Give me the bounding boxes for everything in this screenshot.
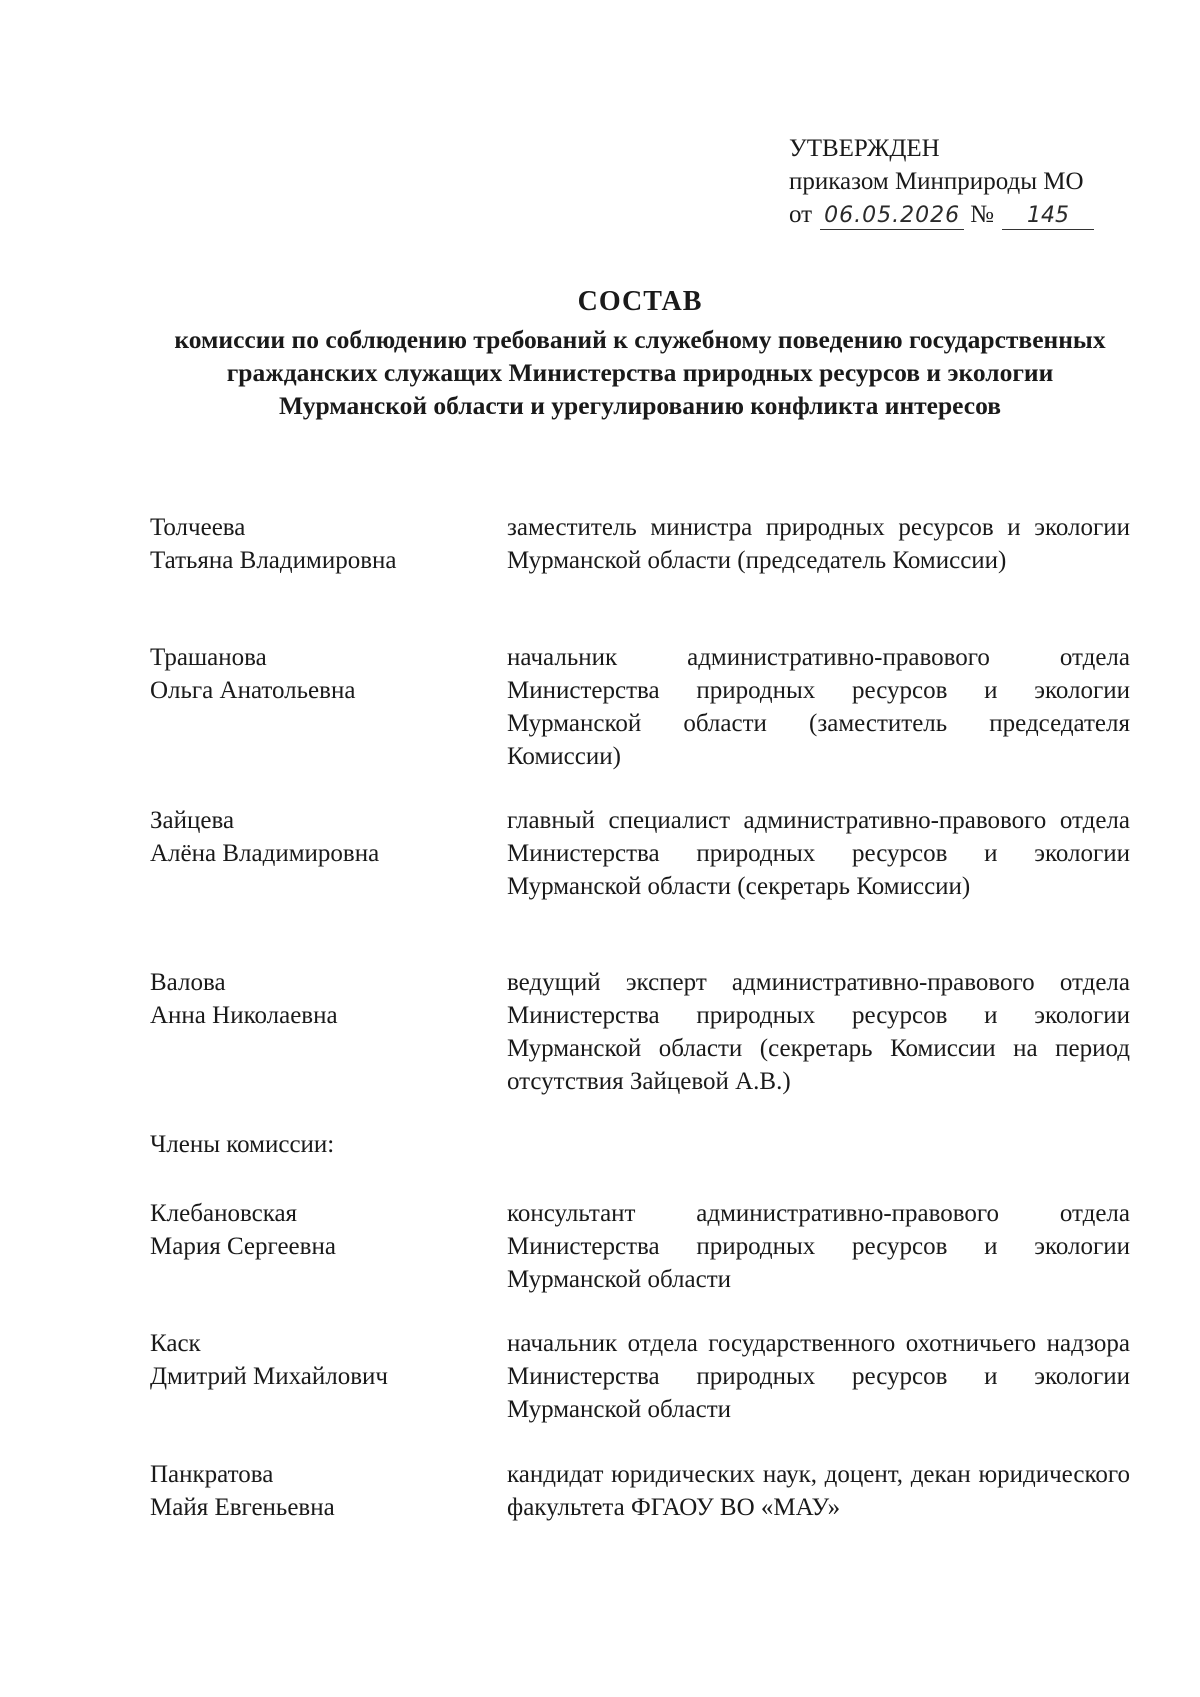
member-role: начальник административно-правового отдела Министерства природных ресурсов и экологии Мурманской области (заместитель председателя Комиссии) — [507, 644, 1130, 770]
member-entry — [150, 1327, 1130, 1458]
member-role: заместитель министра природных ресурсов и экологии Мурманской области (председатель Комиссии) — [507, 514, 1130, 574]
member-name — [150, 511, 490, 577]
commission-members-list — [150, 511, 1130, 1528]
member-given-names: Алёна Владимировна — [150, 840, 380, 867]
member-surname: Клебановская — [150, 1200, 298, 1227]
member-surname: Трашанова — [150, 644, 267, 671]
member-entry-chair — [150, 511, 1130, 641]
approval-number-handwritten: 145 — [1002, 203, 1094, 230]
member-given-names: Майя Евгеньевна — [150, 1494, 335, 1521]
member-entry — [150, 1197, 1130, 1327]
member-role: главный специалист административно-правового отдела Министерства природных ресурсов и экологии Мурманской области (секретарь Комиссии) — [507, 807, 1130, 900]
member-surname: Валова — [150, 969, 226, 996]
approval-status: УТВЕРЖДЕН — [789, 135, 940, 162]
members-section-label: Члены комиссии: — [150, 1131, 335, 1158]
approval-number-label: № — [970, 201, 994, 228]
member-entry-acting-secretary — [150, 966, 1130, 1128]
document-subtitle: комиссии по соблюдению требований к служебному поведению государственных гражданских служащих Министерства природных ресурсов и экологии Мурманской области и урегулированию конфликта интересов — [174, 325, 1106, 420]
member-surname: Толчеева — [150, 514, 246, 541]
member-role: ведущий эксперт административно-правового отдела Министерства природных ресурсов и экологии Мурманской области (секретарь Комиссии на период отсутствия Зайцевой А.В.) — [507, 969, 1130, 1095]
approval-date-number-line — [789, 198, 1094, 231]
member-name — [150, 1197, 490, 1263]
approval-stamp-block — [789, 132, 1094, 231]
document-title-block — [150, 283, 1130, 422]
member-given-names: Ольга Анатольевна — [150, 677, 356, 704]
member-name — [150, 1327, 490, 1393]
member-role: консультант административно-правового отдела Министерства природных ресурсов и экологии Мурманской области — [507, 1200, 1130, 1293]
member-surname: Панкратова — [150, 1461, 274, 1488]
approval-date-handwritten: 06.05.2026 — [820, 203, 964, 230]
member-role: начальник отдела государственного охотничьего надзора Министерства природных ресурсов и экологии Мурманской области — [507, 1330, 1130, 1423]
member-role: кандидат юридических наук, доцент, декан юридического факультета ФГАОУ ВО «МАУ» — [507, 1461, 1130, 1521]
member-entry-secretary — [150, 804, 1130, 966]
member-name — [150, 966, 490, 1032]
member-given-names: Дмитрий Михайлович — [150, 1363, 388, 1390]
member-name — [150, 804, 490, 870]
member-surname: Зайцева — [150, 807, 235, 834]
member-entry — [150, 1458, 1130, 1528]
member-name — [150, 641, 490, 707]
member-given-names: Мария Сергеевна — [150, 1233, 336, 1260]
member-given-names: Анна Николаевна — [150, 1002, 338, 1029]
member-name — [150, 1458, 490, 1524]
approval-from-label: от — [789, 201, 813, 228]
approval-order-issuer: приказом Минприроды МО — [789, 168, 1084, 195]
member-entry-deputy-chair — [150, 641, 1130, 804]
member-surname: Каск — [150, 1330, 201, 1357]
document-title: СОСТАВ — [577, 286, 703, 317]
member-given-names: Татьяна Владимировна — [150, 547, 397, 574]
